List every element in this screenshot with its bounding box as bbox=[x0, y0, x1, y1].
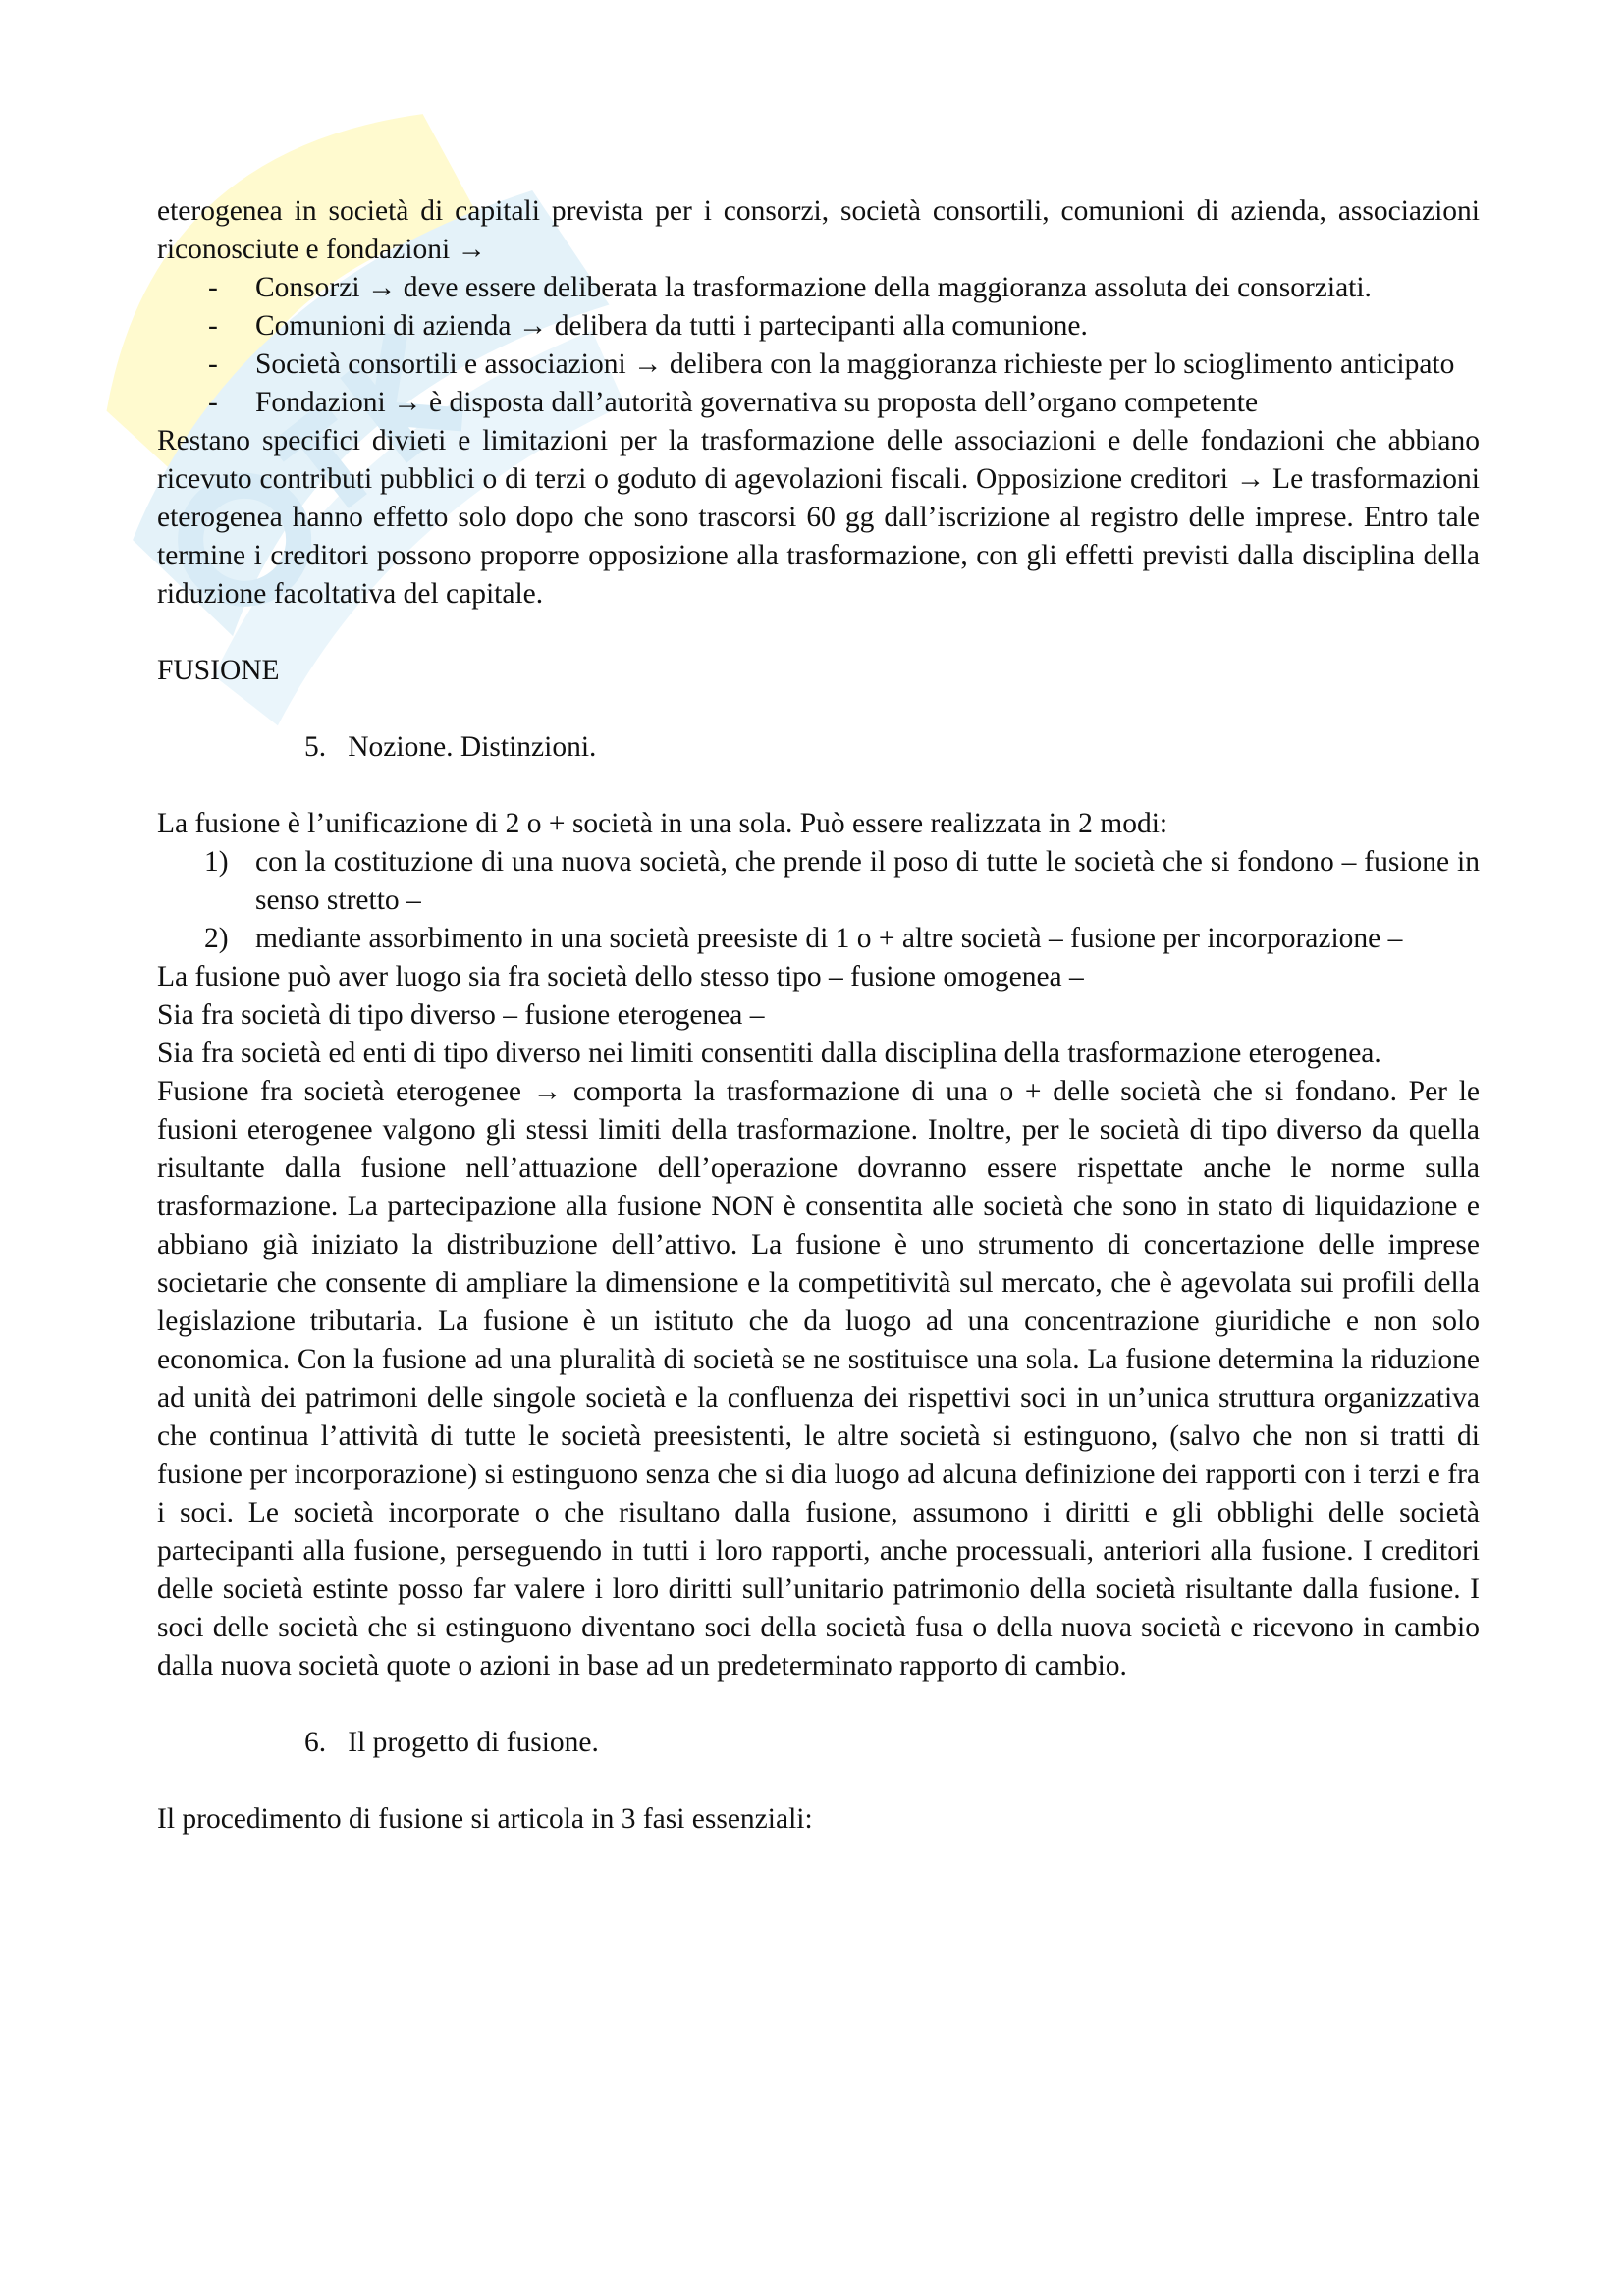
restano-paragraph: Restano specifici divieti e limitazioni per la trasformazione delle associazioni e delle fondazioni che abbiano ricevuto contributi pubblici o di terzi o goduto di agevolazioni fiscali. Opposizione creditori → Le trasformazioni eterogenea hanno effetto solo dopo che sono trascorsi 60 gg dall’iscrizione al registro delle imprese. Entro tale termine i creditori possono proporre opposizione alla trasformazione, con gli effetti previsti dalla disciplina della riduzione facoltativa del capitale. bbox=[157, 425, 1480, 610]
section-6-number: 6. bbox=[304, 1727, 327, 1758]
list-marker: 1) bbox=[204, 846, 229, 878]
list-item-text: mediante assorbimento in una società preesiste di 1 o + altre società – fusione per incorporazione – bbox=[255, 923, 1403, 954]
section-5-title bbox=[157, 728, 1480, 767]
list-item-text: con la costituzione di una nuova società, che prende il poso di tutte le società che si fondono – fusione in senso stretto – bbox=[255, 846, 1480, 916]
document-page bbox=[157, 192, 1480, 1839]
fusione-intro-paragraph: La fusione è l’unificazione di 2 o + società in una sola. Può essere realizzata in 2 modi: bbox=[157, 808, 1168, 839]
list-item bbox=[157, 346, 1480, 384]
intro-paragraph: eterogenea in società di capitali prevista per i consorzi, società consortili, comunioni di azienda, associazioni riconosciute e fondazioni → bbox=[157, 195, 1480, 265]
list-item bbox=[157, 384, 1480, 422]
section-6-title-text: Il progetto di fusione. bbox=[348, 1727, 599, 1758]
list-marker: - bbox=[208, 272, 218, 303]
list-item bbox=[157, 269, 1480, 307]
list-item bbox=[157, 843, 1480, 920]
final-line: Il procedimento di fusione si articola in 3 fasi essenziali: bbox=[157, 1803, 813, 1835]
text-line: La fusione può aver luogo sia fra società dello stesso tipo – fusione omogenea – bbox=[157, 961, 1084, 992]
section-heading-fusione: FUSIONE bbox=[157, 655, 280, 686]
numbered-list bbox=[157, 843, 1480, 958]
list-item-text: Consorzi → deve essere deliberata la trasformazione della maggioranza assoluta dei consorziati. bbox=[255, 272, 1372, 303]
section-6-title bbox=[157, 1724, 1480, 1762]
list-item bbox=[157, 920, 1480, 958]
list-item-text: Fondazioni → è disposta dall’autorità governativa su proposta dell’organo competente bbox=[255, 387, 1259, 418]
fusione-long-paragraph: Fusione fra società eterogenee → comporta la trasformazione di una o + delle società che si fondano. Per le fusioni eterogenee valgono gli stessi limiti della trasformazione. Inoltre, per le società di tipo diverso da quella risultante dalla fusione nell’attuazione dell’operazione dovranno essere rispettate anche le norme sulla trasformazione. La partecipazione alla fusione NON è consentita alle società che sono in stato di liquidazione e abbiano già iniziato la distribuzione dell’attivo. La fusione è uno strumento di concertazione delle imprese societarie che consente di ampliare la dimensione e la competitività sul mercato, che è agevolata sui profili della legislazione tributaria. La fusione è un istituto che da luogo ad una concentrazione giuridiche e non solo economica. Con la fusione ad una pluralità di società se ne sostituisce una sola. La fusione determina la riduzione ad unità dei patrimoni delle singole società e la confluenza dei rispettivi soci in un’unica struttura organizzativa che continua l’attività di tutte le società preesistenti, le altre società si estinguono, (salvo che non si tratti di fusione per incorporazione) si estinguono senza che si dia luogo ad alcuna definizione dei rapporti con i terzi e fra i soci. Le società incorporate o che risultano dalla fusione, assumono i diritti e gli obblighi delle società partecipanti alla fusione, perseguendo in tutti i loro rapporti, anche processuali, anteriori alla fusione. I creditori delle società estinte posso far valere i loro diritti sull’unitario patrimonio della società risultante dalla fusione. I soci delle società che si estinguono diventano soci della società fusa o della nuova società e ricevono in cambio dalla nuova società quote o azioni in base ad un predeterminato rapporto di cambio. bbox=[157, 1076, 1480, 1682]
text-line: Sia fra società di tipo diverso – fusione eterogenea – bbox=[157, 999, 765, 1031]
section-5-title-text: Nozione. Distinzioni. bbox=[348, 731, 597, 763]
list-marker: 2) bbox=[204, 923, 229, 954]
list-marker: - bbox=[208, 387, 218, 418]
list-marker: - bbox=[208, 348, 218, 380]
list-item bbox=[157, 307, 1480, 346]
list-item-text: Comunioni di azienda → delibera da tutti i partecipanti alla comunione. bbox=[255, 310, 1088, 342]
section-5-number: 5. bbox=[304, 731, 327, 763]
text-line: Sia fra società ed enti di tipo diverso nei limiti consentiti dalla disciplina della trasformazione eterogenea. bbox=[157, 1038, 1381, 1069]
list-item-text: Società consortili e associazioni → delibera con la maggioranza richieste per lo scioglimento anticipato bbox=[255, 348, 1455, 380]
dash-list bbox=[157, 269, 1480, 422]
list-marker: - bbox=[208, 310, 218, 342]
